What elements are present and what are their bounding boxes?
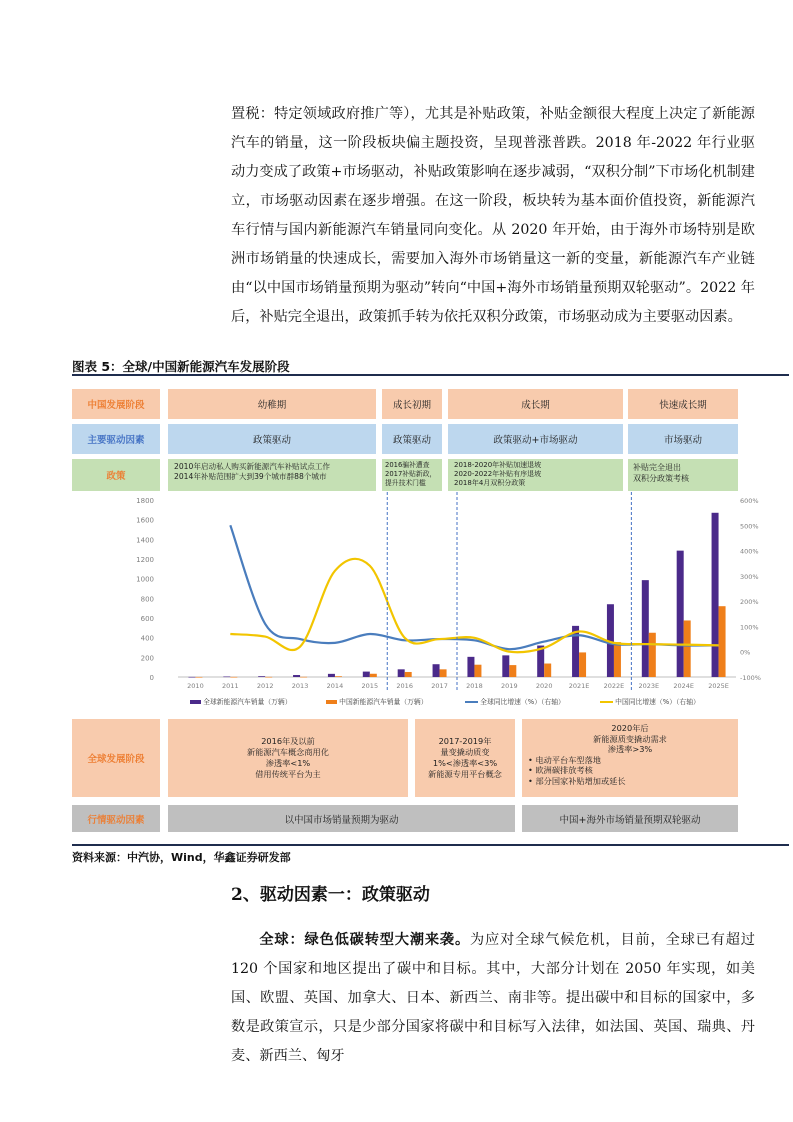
global-stage-1 bbox=[168, 719, 408, 797]
china-sales-bar bbox=[614, 642, 621, 677]
legend-swatch-purple bbox=[190, 700, 201, 704]
china-sales-bar bbox=[440, 669, 447, 677]
global-stage-2-line-1: 2017-2019年 bbox=[438, 736, 492, 746]
right-axis-tick: 200% bbox=[740, 598, 759, 607]
section-heading: 2、驱动因素一：政策驱动 bbox=[231, 885, 430, 905]
body-paragraph bbox=[231, 926, 755, 1071]
china-sales-bar bbox=[719, 606, 726, 677]
legend-swatch-orange bbox=[326, 700, 337, 704]
china-sales-bar bbox=[300, 677, 307, 678]
left-axis-tick: 200 bbox=[140, 654, 154, 663]
china-sales-bar bbox=[370, 674, 377, 677]
global-stage-1-line-1: 2016年及以前 bbox=[261, 736, 315, 746]
china-sales-bar bbox=[649, 633, 656, 677]
china-sales-bar bbox=[579, 652, 586, 677]
global-sales-bar bbox=[188, 677, 195, 678]
china-sales-bar bbox=[405, 672, 412, 677]
policy-4-line-2: 双积分政策考核 bbox=[633, 474, 689, 483]
x-axis-tick: 2014 bbox=[326, 682, 344, 690]
global-sales-bar bbox=[467, 657, 474, 677]
china-stage-1: 幼稚期 bbox=[168, 389, 376, 419]
legend-label: 全球同比增速（%）（右轴） bbox=[480, 698, 565, 706]
global-sales-bar bbox=[677, 551, 684, 677]
x-axis-tick: 2024E bbox=[673, 682, 695, 690]
left-axis-tick: 600 bbox=[140, 615, 154, 623]
global-stage-2-line-4: 新能源专用平台概念 bbox=[428, 769, 502, 779]
right-axis-tick: 0% bbox=[740, 648, 751, 657]
figure-bottom-rule bbox=[72, 844, 789, 846]
x-axis-tick: 2018 bbox=[466, 682, 483, 690]
policy-1 bbox=[168, 459, 376, 491]
global-stage-1-line-4: 借用传统平台为主 bbox=[255, 769, 321, 779]
legend-label: 中国新能源汽车销量（万辆） bbox=[339, 698, 428, 706]
global-stage-2 bbox=[415, 719, 515, 797]
global-sales-bar bbox=[328, 674, 335, 677]
industry-driver-label: 行情驱动因素 bbox=[72, 805, 160, 832]
left-axis-tick: 1400 bbox=[136, 536, 154, 545]
global-sales-bar bbox=[502, 655, 509, 677]
industry-driver-2: 中国+海外市场销量预期双轮驱动 bbox=[522, 805, 738, 832]
left-axis-tick: 0 bbox=[149, 674, 154, 682]
legend-global-growth bbox=[465, 696, 565, 706]
china-sales-bar bbox=[265, 677, 272, 678]
china-sales-bar bbox=[544, 664, 551, 677]
global-stage-3-line-1: 2020年后 bbox=[611, 723, 649, 733]
right-axis-tick: 300% bbox=[740, 572, 759, 581]
global-stage-3-line-3: 渗透率>3% bbox=[607, 744, 653, 754]
figure-source: 资料来源：中汽协，Wind，华鑫证券研发部 bbox=[72, 851, 291, 864]
global-stage-label: 全球发展阶段 bbox=[72, 719, 160, 797]
policy-1-line-2: 2014年补贴范围扩大到39个城市群88个城市 bbox=[174, 472, 327, 481]
figure-title: 图表 5：全球/中国新能源汽车发展阶段 bbox=[72, 359, 290, 374]
intro-paragraph bbox=[231, 100, 755, 332]
left-axis-tick: 1800 bbox=[136, 497, 154, 505]
x-axis-tick: 2019 bbox=[501, 682, 518, 690]
global-sales-bar bbox=[642, 580, 649, 677]
global-sales-bar bbox=[258, 676, 265, 677]
global-sales-bar bbox=[398, 669, 405, 677]
legend-china-sales bbox=[326, 696, 428, 706]
china-stage-3: 成长期 bbox=[448, 389, 623, 419]
x-axis-tick: 2010 bbox=[187, 682, 204, 690]
left-axis-tick: 1200 bbox=[136, 556, 154, 564]
left-axis-tick: 1000 bbox=[136, 575, 154, 584]
x-axis-tick: 2021E bbox=[568, 682, 590, 690]
driver-4: 市场驱动 bbox=[628, 424, 738, 454]
right-axis-tick: 100% bbox=[740, 623, 759, 632]
industry-driver-1: 以中国市场销量预期为驱动 bbox=[168, 805, 515, 832]
policy-2-line-1: 2016骗补遭查 bbox=[385, 461, 430, 469]
policy-4-line-1: 补贴完全退出 bbox=[633, 463, 681, 472]
legend-label: 全球新能源汽车销量（万辆） bbox=[203, 698, 292, 706]
policy-1-line-1: 2010年启动私人购买新能源汽车补贴试点工作 bbox=[174, 462, 331, 471]
x-axis-tick: 2017 bbox=[431, 682, 448, 690]
x-axis-tick: 2011 bbox=[222, 682, 239, 690]
global-sales-bar bbox=[712, 513, 719, 677]
global-stage-3 bbox=[522, 719, 738, 797]
global-sales-bar bbox=[293, 675, 300, 677]
china-sales-bar bbox=[684, 620, 691, 677]
policy-3-line-3: 2018年4月双积分政策 bbox=[454, 479, 526, 487]
legend-label: 中国同比增速（%）（右轴） bbox=[615, 698, 700, 706]
global-stage-1-line-2: 新能源汽车概念商用化 bbox=[247, 747, 329, 757]
x-axis-tick: 2016 bbox=[396, 682, 413, 690]
global-sales-bar bbox=[363, 672, 370, 677]
x-axis-tick: 2020 bbox=[535, 682, 553, 690]
right-axis-tick: 600% bbox=[740, 497, 759, 505]
global-stage-2-line-2: 量变撬动质变 bbox=[440, 747, 490, 757]
sales-growth-chart bbox=[72, 492, 789, 710]
global-bullet-2: • 欧洲碳排放考核 bbox=[528, 765, 593, 775]
body-content: 为应对全球气候危机，目前，全球已有超过 120 个国家和地区提出了碳中和目标。其中，大部分计划在 2050 年实现，如美国、欧盟、英国、加拿大、日本、新西兰、南非等。提出碳中和目标的国家中，多数是政策宣示，只是少部分国家将碳中和目标写入法律，如法国、英国、瑞典、丹麦、新西兰、匈牙 bbox=[231, 932, 755, 1064]
china-sales-bar bbox=[509, 665, 516, 677]
global-sales-bar bbox=[223, 677, 230, 678]
policy-3-line-1: 2018-2020年补贴加速退坡 bbox=[454, 461, 542, 469]
figure-top-rule bbox=[72, 374, 789, 376]
left-axis-tick: 1600 bbox=[136, 516, 154, 525]
driver-label: 主要驱动因素 bbox=[72, 424, 160, 454]
x-axis-tick: 2025E bbox=[708, 682, 729, 690]
intro-text: 置税：特定领域政府推广等），尤其是补贴政策，补贴金额很大程度上决定了新能源汽车的销量，这一阶段板块偏主题投资，呈现普涨普跌。2018 年-2022 年行业驱动力变成了政策+市场驱动，补贴政策影响在逐步减弱，“双积分制”下市场化机制建立，市场驱动因素在逐步增强。在这一阶段，板块转为基本面价值投资，新能源汽车行情与国内新能源汽车销量同向变化。从 2020 年开始，由于海外市场特别是欧洲市场销量的快速成长，需要加入海外市场销量这一新的变量，新能源汽车产业链由“以中国市场销量预期为驱动”转向“中国+海外市场销量预期双轮驱动”。2022 年后，补贴完全退出，政策抓手转为依托双积分政策，市场驱动成为主要驱动因素。 bbox=[231, 106, 755, 325]
x-axis-tick: 2012 bbox=[256, 682, 274, 690]
china-sales-bar bbox=[335, 676, 342, 677]
china-sales-bar bbox=[230, 677, 237, 678]
right-axis-tick: -100% bbox=[740, 674, 761, 682]
policy-2 bbox=[382, 459, 442, 491]
driver-2: 政策驱动 bbox=[382, 424, 442, 454]
china-sales-bar bbox=[195, 677, 202, 678]
global-bullet-2-text: 欧洲碳排放考核 bbox=[535, 765, 593, 775]
global-bullet-1-text: 电动平台车型落地 bbox=[535, 754, 601, 765]
global-bullet-3-text: 部分国家补贴增加或延长 bbox=[535, 775, 626, 786]
china-stage-4: 快速成长期 bbox=[628, 389, 738, 419]
china-stage-label: 中国发展阶段 bbox=[72, 389, 160, 419]
policy-4 bbox=[628, 459, 738, 491]
left-axis-tick: 800 bbox=[140, 595, 154, 604]
policy-3-line-2: 2020-2022年补贴有序退坡 bbox=[454, 470, 542, 478]
china-sales-bar bbox=[474, 665, 481, 677]
x-axis-tick: 2013 bbox=[291, 682, 309, 690]
legend-global-sales bbox=[190, 696, 292, 706]
x-axis-tick: 2023E bbox=[638, 682, 660, 690]
driver-1: 政策驱动 bbox=[168, 424, 376, 454]
x-axis-tick: 2015 bbox=[361, 682, 379, 690]
right-axis-tick: 400% bbox=[740, 547, 759, 556]
global-stage-3-line-2: 新能源质变撬动需求 bbox=[593, 733, 667, 744]
global-stage-2-line-3: 1%<渗透率<3% bbox=[432, 758, 498, 768]
global-stage-1-line-3: 渗透率<1% bbox=[265, 758, 311, 768]
policy-2-line-3: 提升技术门槛 bbox=[385, 479, 426, 487]
left-axis-tick: 400 bbox=[140, 634, 154, 643]
global-bullet-3: • 部分国家补贴增加或延长 bbox=[528, 775, 626, 786]
policy-3 bbox=[448, 459, 623, 491]
body-lead: 全球：绿色低碳转型大潮来袭。 bbox=[259, 932, 471, 948]
x-axis-tick: 2022E bbox=[603, 682, 625, 690]
legend-swatch-blue bbox=[465, 701, 478, 703]
policy-label: 政策 bbox=[72, 459, 160, 491]
driver-3: 政策驱动+市场驱动 bbox=[448, 424, 623, 454]
policy-2-line-2: 2017补贴新政， bbox=[385, 470, 437, 478]
global-sales-bar bbox=[433, 664, 440, 677]
right-axis-tick: 500% bbox=[740, 522, 759, 531]
legend-swatch-yellow bbox=[600, 701, 613, 703]
china-stage-2: 成长初期 bbox=[382, 389, 442, 419]
global-bullet-1: • 电动平台车型落地 bbox=[528, 754, 601, 765]
legend-china-growth bbox=[600, 696, 700, 706]
body-text bbox=[231, 926, 755, 1071]
